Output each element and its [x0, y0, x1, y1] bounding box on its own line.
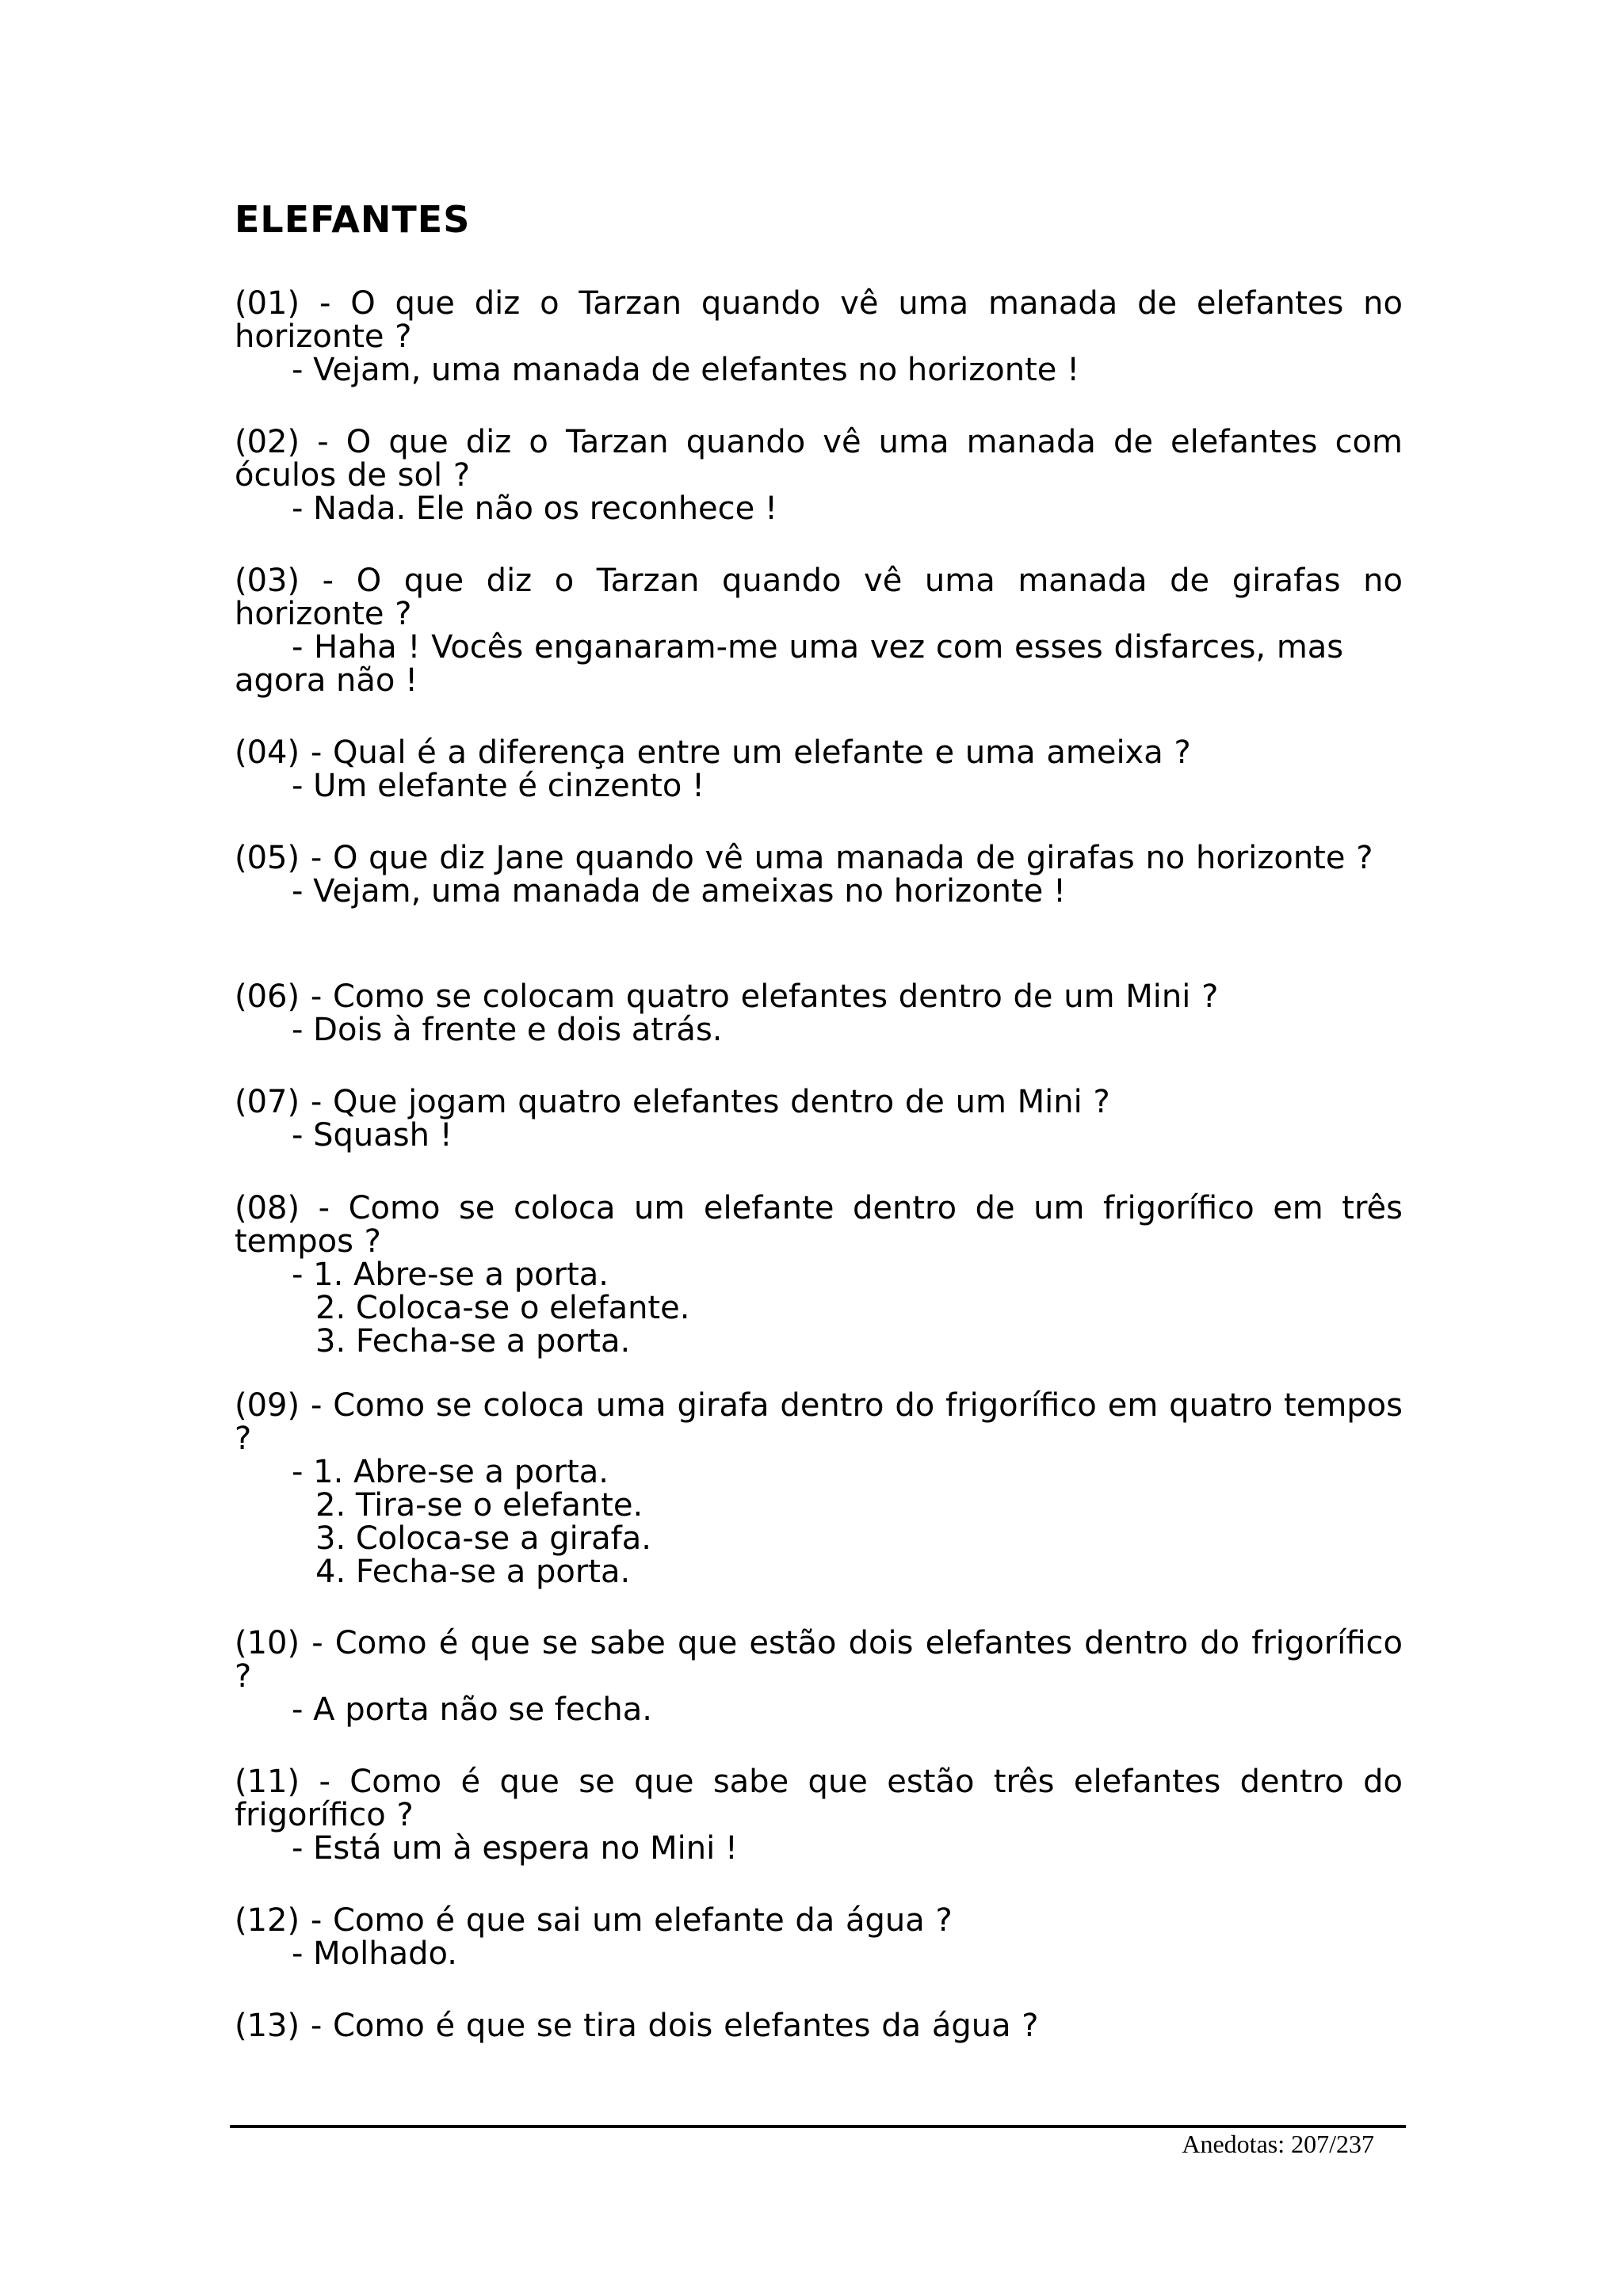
joke-answer: - Nada. Ele não os reconhece ! — [292, 490, 778, 527]
joke-question: (01) - O que diz o Tarzan quando vê uma manada de elefantes no horizonte ? — [235, 285, 1403, 355]
joke-question: (10) - Como é que se sabe que estão dois elefantes dentro do frigorífico ? — [235, 1625, 1403, 1695]
joke-entry-03 — [235, 564, 1403, 697]
joke-question: (03) - O que diz o Tarzan quando vê uma manada de girafas no horizonte ? — [235, 563, 1403, 632]
joke-entry-05 — [235, 841, 1403, 908]
joke-entry-10 — [235, 1627, 1403, 1726]
joke-entry-07 — [235, 1085, 1403, 1152]
joke-answer: - Squash ! — [292, 1117, 453, 1154]
joke-answer-step: - 1. Abre-se a porta. — [292, 1454, 609, 1490]
joke-question: (02) - O que diz o Tarzan quando vê uma manada de elefantes com óculos de sol ? — [235, 424, 1403, 494]
joke-entry-08 — [235, 1192, 1403, 1358]
joke-question: (12) - Como é que sai um elefante da água ? — [235, 1902, 953, 1939]
joke-entry-02 — [235, 425, 1403, 525]
joke-entry-01 — [235, 287, 1403, 387]
joke-answer: - Vejam, uma manada de elefantes no horizonte ! — [292, 352, 1080, 388]
joke-entry-13 — [235, 2009, 1403, 2042]
joke-entry-09 — [235, 1389, 1403, 1589]
joke-answer: - Vejam, uma manada de ameixas no horizonte ! — [292, 873, 1066, 910]
joke-question: (11) - Como é que se que sabe que estão três elefantes dentro do frigorífico ? — [235, 1764, 1403, 1833]
joke-question: (04) - Qual é a diferença entre um elefante e uma ameixa ? — [235, 734, 1191, 771]
joke-answer-step: 2. Coloca-se o elefante. — [315, 1290, 690, 1326]
joke-answer: - A porta não se fecha. — [292, 1691, 652, 1728]
joke-entry-06 — [235, 980, 1403, 1047]
page-number: Anedotas: 207/237 — [1182, 2130, 1374, 2158]
joke-answer-step: 4. Fecha-se a porta. — [315, 1554, 631, 1590]
joke-answer: - Haha ! Vocês enganaram-me uma vez com esses disfarces, mas — [292, 629, 1344, 666]
joke-answer-step: - 1. Abre-se a porta. — [292, 1257, 609, 1293]
joke-question: (05) - O que diz Jane quando vê uma manada de girafas no horizonte ? — [235, 840, 1373, 876]
joke-answer: - Está um à espera no Mini ! — [292, 1830, 738, 1867]
joke-answer-step: 3. Fecha-se a porta. — [315, 1323, 631, 1360]
joke-answer-step: 3. Coloca-se a girafa. — [315, 1520, 651, 1557]
joke-question: (07) - Que jogam quatro elefantes dentro de um Mini ? — [235, 1084, 1110, 1120]
document-page — [235, 0, 1403, 2296]
page-title: ELEFANTES — [235, 198, 471, 241]
joke-question: (06) - Como se colocam quatro elefantes dentro de um Mini ? — [235, 978, 1219, 1015]
joke-answer: - Molhado. — [292, 1936, 457, 1972]
joke-answer-continuation: agora não ! — [235, 662, 418, 699]
joke-question: (13) - Como é que se tira dois elefantes da água ? — [235, 2008, 1039, 2044]
joke-question: (09) - Como se coloca uma girafa dentro do frigorífico em quatro tempos ? — [235, 1387, 1403, 1457]
joke-entry-11 — [235, 1765, 1403, 1865]
joke-answer: - Dois à frente e dois atrás. — [292, 1012, 723, 1048]
joke-entry-12 — [235, 1904, 1403, 1970]
joke-entry-04 — [235, 736, 1403, 803]
joke-answer-step: 2. Tira-se o elefante. — [315, 1487, 643, 1524]
joke-answer: - Um elefante é cinzento ! — [292, 768, 705, 804]
joke-question: (08) - Como se coloca um elefante dentro de um frigorífico em três tempos ? — [235, 1190, 1403, 1260]
